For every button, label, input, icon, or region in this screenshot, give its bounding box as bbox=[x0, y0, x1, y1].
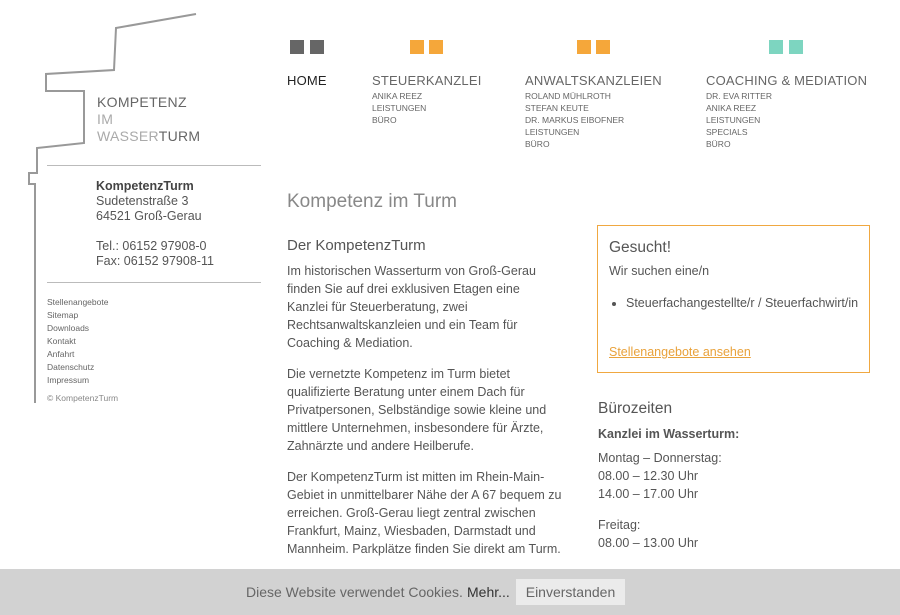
footer-link-downloads[interactable]: Downloads bbox=[47, 323, 90, 333]
section-title: Der KompetenzTurm bbox=[287, 237, 426, 254]
nav-coaching-mediation[interactable]: COACHING & MEDIATION bbox=[706, 73, 868, 88]
address-street: Sudetenstraße 3 bbox=[96, 194, 189, 208]
nav-sub-item[interactable]: STEFAN KEUTE bbox=[525, 103, 589, 113]
copyright: © KompetenzTurm bbox=[47, 393, 119, 403]
office-hours-days: Freitag: bbox=[598, 518, 641, 532]
office-hours-time: 14.00 – 17.00 Uhr bbox=[598, 487, 699, 501]
office-hours-time: 08.00 – 12.30 Uhr bbox=[598, 469, 699, 483]
nav-sub-item[interactable]: LEISTUNGEN bbox=[525, 127, 580, 137]
footer-links bbox=[47, 296, 108, 387]
nav-home[interactable]: HOME bbox=[287, 73, 327, 88]
divider bbox=[47, 165, 261, 166]
logo-line-3 bbox=[97, 128, 200, 145]
nav-sub-item[interactable]: DR. MARKUS EIBOFNER bbox=[525, 115, 625, 125]
office-hours-days: Montag – Donnerstag: bbox=[598, 451, 722, 465]
nav-steuerkanzlei-submenu bbox=[372, 90, 426, 126]
job-offer-list bbox=[609, 294, 866, 312]
nav-sub-item[interactable]: DR. EVA RITTER bbox=[706, 91, 772, 101]
nav-steuerkanzlei-square-icon bbox=[410, 40, 424, 54]
nav-sub-item[interactable]: ANIKA REEZ bbox=[372, 91, 423, 101]
footer-link-kontakt[interactable]: Kontakt bbox=[47, 336, 76, 346]
job-offer-item: • Steuerfachangestellte/r / Steuerfachwirt/in bbox=[626, 294, 866, 312]
page-title: Kompetenz im Turm bbox=[287, 191, 457, 212]
address-name: KompetenzTurm bbox=[96, 179, 194, 193]
nav-anwaltskanzleien[interactable]: ANWALTSKANZLEIEN bbox=[525, 73, 662, 88]
footer-link-datenschutz[interactable]: Datenschutz bbox=[47, 362, 95, 372]
services-paragraph: Die vernetzte Kompetenz im Turm bietet qualifizierte Beratung unter einem Dach für Privatpersonen, Selbständige sowie kleine und mittlere Unternehmen, insbesondere für Ärzte, Zahnärzte und andere Heilberufe. bbox=[287, 367, 547, 453]
nav-sub-item[interactable]: BÜRO bbox=[525, 139, 550, 149]
intro-paragraph: Im historischen Wasserturm von Groß-Gerau finden Sie auf drei exklusiven Etagen eine Kanzlei für Steuerberatung, zwei Rechtsanwaltskanzleien und ein Team für Coaching & Mediation. bbox=[287, 264, 536, 350]
nav-steuerkanzlei[interactable]: STEUERKANZLEI bbox=[372, 73, 482, 88]
cookie-more-link[interactable]: Mehr... bbox=[467, 584, 510, 600]
nav-steuerkanzlei-square-icon bbox=[429, 40, 443, 54]
nav-sub-item[interactable]: ANIKA REEZ bbox=[706, 103, 757, 113]
nav-sub-item[interactable]: SPECIALS bbox=[706, 127, 748, 137]
office-hours-title: Bürozeiten bbox=[598, 400, 673, 417]
nav-home-square-icon bbox=[310, 40, 324, 54]
logo-line-2: IM bbox=[97, 111, 114, 127]
nav-anwaltskanzleien-square-icon bbox=[596, 40, 610, 54]
footer-link-sitemap[interactable]: Sitemap bbox=[47, 310, 79, 320]
footer-link-impressum[interactable]: Impressum bbox=[47, 375, 90, 385]
office-hours-time: 08.00 – 13.00 Uhr bbox=[598, 536, 699, 550]
address-city: 64521 Groß-Gerau bbox=[96, 209, 202, 223]
footer-link-anfahrt[interactable]: Anfahrt bbox=[47, 349, 75, 359]
nav-anwaltskanzleien-submenu bbox=[525, 90, 624, 150]
nav-home-square-icon bbox=[290, 40, 304, 54]
logo-line-1: KOMPETENZ bbox=[97, 94, 187, 110]
job-offers-link[interactable]: Stellenangebote ansehen bbox=[609, 345, 751, 359]
address-fax: Fax: 06152 97908-11 bbox=[96, 254, 214, 268]
nav-sub-item[interactable]: BÜRO bbox=[372, 115, 397, 125]
nav-coaching-submenu bbox=[706, 90, 772, 150]
logo-word-turm: TURM bbox=[158, 128, 201, 144]
cookie-message: Diese Website verwendet Cookies. bbox=[246, 584, 463, 600]
footer-link-stellenangebote[interactable]: Stellenangebote bbox=[47, 297, 109, 307]
logo-word-wasser: WASSER bbox=[97, 128, 159, 144]
job-offer-box bbox=[597, 225, 870, 373]
location-paragraph: Der KompetenzTurm ist mitten im Rhein-Main-Gebiet in unmittelbarer Nähe der A 67 bequem zu erreichen. Groß-Gerau liegt zentral zwischen Frankfurt, Mainz, Wiesbaden, Darmstadt und Mannheim. Parkplätze finden Sie direkt am Turm. bbox=[287, 470, 562, 556]
nav-sub-item[interactable]: BÜRO bbox=[706, 139, 731, 149]
nav-sub-item[interactable]: LEISTUNGEN bbox=[706, 115, 761, 125]
address-tel: Tel.: 06152 97908-0 bbox=[96, 239, 207, 253]
divider bbox=[47, 282, 261, 283]
cookie-banner bbox=[0, 569, 900, 615]
nav-sub-item[interactable]: LEISTUNGEN bbox=[372, 103, 427, 113]
cookie-accept-button[interactable]: Einverstanden bbox=[516, 579, 625, 605]
office-hours-subtitle: Kanzlei im Wasserturm: bbox=[598, 427, 740, 441]
nav-anwaltskanzleien-square-icon bbox=[577, 40, 591, 54]
nav-coaching-square-icon bbox=[769, 40, 783, 54]
nav-coaching-square-icon bbox=[789, 40, 803, 54]
nav-sub-item[interactable]: ROLAND MÜHLROTH bbox=[525, 91, 611, 101]
job-offer-intro: Wir suchen eine/n bbox=[609, 264, 710, 278]
job-offer-title: Gesucht! bbox=[609, 239, 672, 256]
